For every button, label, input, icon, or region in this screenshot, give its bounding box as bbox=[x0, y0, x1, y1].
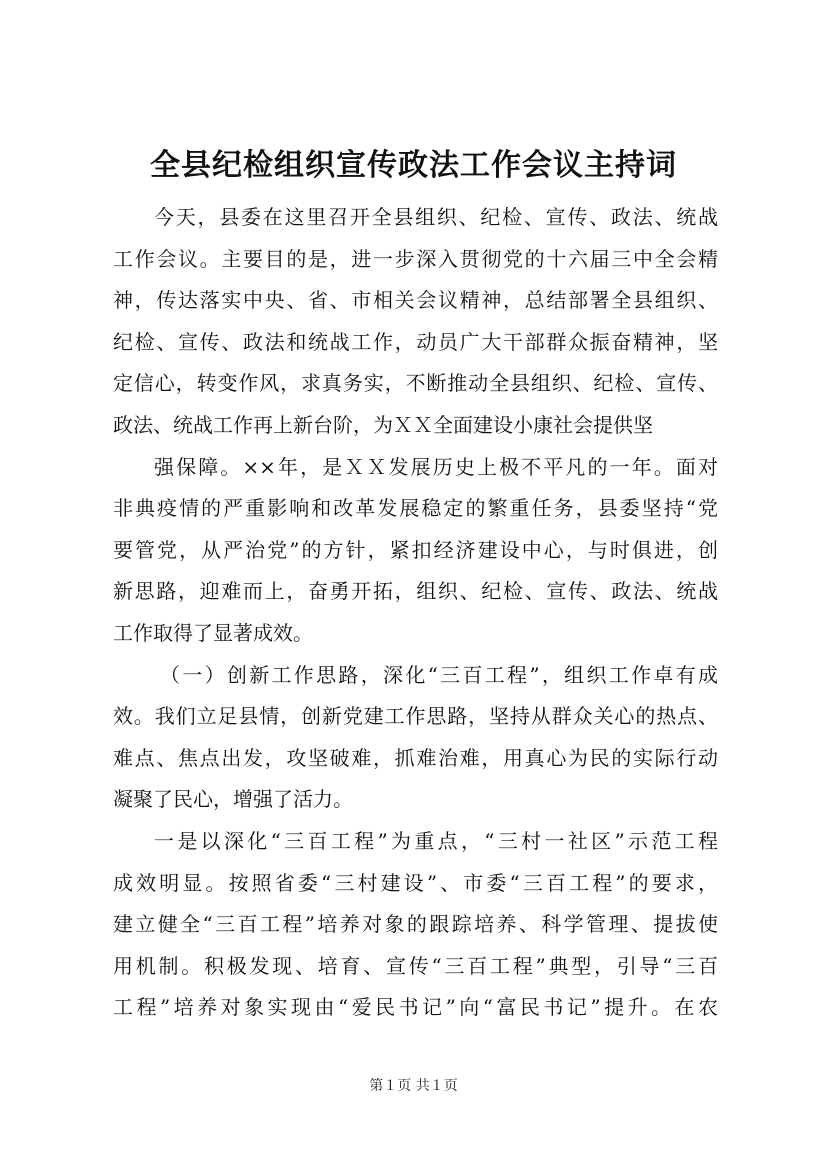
paragraph-line: 今天，县委在这里召开全县组织、纪检、宣传、政法、统战 bbox=[154, 205, 718, 229]
document-body bbox=[113, 197, 718, 1029]
paragraph-line: 一是以深化“三百工程”为重点，“三村一社区”示范工程 bbox=[154, 828, 718, 853]
paragraph-line: 凝聚了民心，增强了活力。 bbox=[113, 787, 353, 812]
paragraph-line: 政法、统战工作再上新台阶，为ＸＸ全面建设小康社会提供坚 bbox=[113, 412, 653, 437]
paragraph-line: 强保障。××年，是ＸＸ发展历史上极不平凡的一年。面对 bbox=[154, 454, 718, 479]
paragraph-line: 神，传达落实中央、省、市相关会议精神，总结部署全县组织、 bbox=[113, 288, 718, 313]
paragraph-line: 要管党，从严治党”的方针，紧扣经济建设中心，与时俱进，创 bbox=[113, 537, 718, 562]
paragraph-line: 工程”培养对象实现由“爱民书记”向“富民书记”提升。在农 bbox=[113, 995, 718, 1020]
paragraph-line: 工作会议。主要目的是，进一步深入贯彻党的十六届三中全会精 bbox=[113, 246, 718, 271]
document-title: 全县纪检组织宣传政法工作会议主持词 bbox=[150, 148, 677, 183]
paragraph-line: 建立健全“三百工程”培养对象的跟踪培养、科学管理、提拔使 bbox=[113, 912, 718, 937]
paragraph-line: （一）创新工作思路，深化“三百工程”，组织工作卓有成 bbox=[160, 662, 718, 687]
paragraph-line: 工作取得了显著成效。 bbox=[113, 620, 313, 645]
paragraph-line: 新思路，迎难而上，奋勇开拓，组织、纪检、宣传、政法、统战 bbox=[113, 579, 718, 604]
paragraph-line: 难点、焦点出发，攻坚破难，抓难治难，用真心为民的实际行动 bbox=[113, 745, 718, 770]
paragraph-line: 纪检、宣传、政法和统战工作，动员广大干部群众振奋精神，坚 bbox=[113, 329, 718, 354]
paragraph-line: 效。我们立足县情，创新党建工作思路，坚持从群众关心的热点、 bbox=[113, 704, 718, 729]
paragraph-line: 用机制。积极发现、培育、宣传“三百工程”典型，引导“三百 bbox=[113, 953, 718, 978]
page-number-footer: 第１页 共１页 bbox=[369, 1078, 458, 1094]
paragraph-line: 非典疫情的严重影响和改革发展稳定的繁重任务，县委坚持“党 bbox=[113, 496, 718, 521]
paragraph-line: 定信心，转变作风，求真务实，不断推动全县组织、纪检、宣传、 bbox=[113, 371, 718, 396]
paragraph-line: 成效明显。按照省委“三村建设”、市委“三百工程”的要求， bbox=[113, 870, 718, 895]
